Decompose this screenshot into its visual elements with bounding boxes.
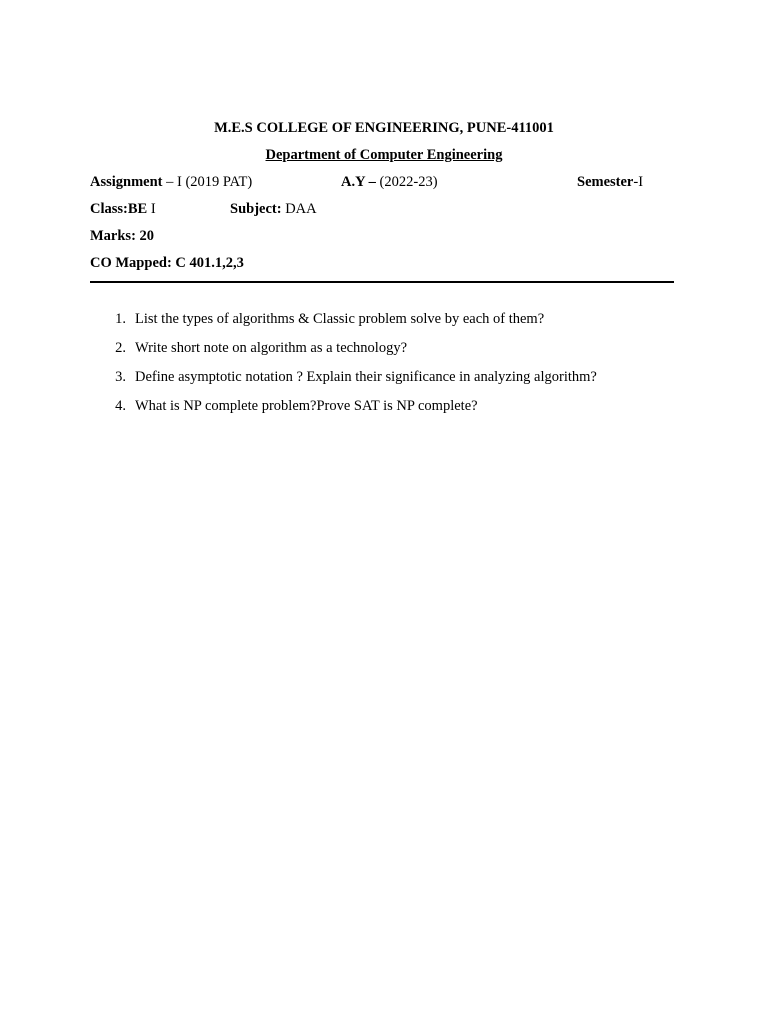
question-text: Write short note on algorithm as a technology? [135,340,408,356]
semester-value: -I [633,174,644,190]
college-title: M.E.S COLLEGE OF ENGINEERING, PUNE-411001 [214,120,554,136]
subject-value: DAA [281,201,317,217]
marks-info: Marks: 20 [90,228,155,244]
academic-year-label: A.Y – [341,174,376,190]
assignment-value: – I (2019 PAT) [162,174,253,190]
question-number: 1. [115,311,126,327]
header-divider [90,281,674,283]
question-number: 4. [115,398,126,414]
question-number: 3. [115,369,126,385]
semester-label: Semester [577,174,634,190]
co-mapped-info: CO Mapped: C 401.1,2,3 [90,255,244,271]
academic-year-value: (2022-23) [375,174,438,190]
academic-year-info [341,174,438,191]
semester-info [577,174,643,191]
question-number: 2. [115,340,126,356]
subject-label: Subject: [230,201,282,217]
assignment-info [90,174,252,191]
question-text: Define asymptotic notation ? Explain their significance in analyzing algorithm? [135,369,597,385]
subject-info [230,201,317,218]
class-label: Class:BE [90,201,148,217]
question-text: List the types of algorithms & Classic problem solve by each of them? [135,311,545,327]
question-text: What is NP complete problem?Prove SAT is NP complete? [135,398,478,414]
department-heading: Department of Computer Engineering [265,147,503,163]
class-info [90,201,156,218]
assignment-label: Assignment [90,174,163,190]
class-value: I [147,201,156,217]
